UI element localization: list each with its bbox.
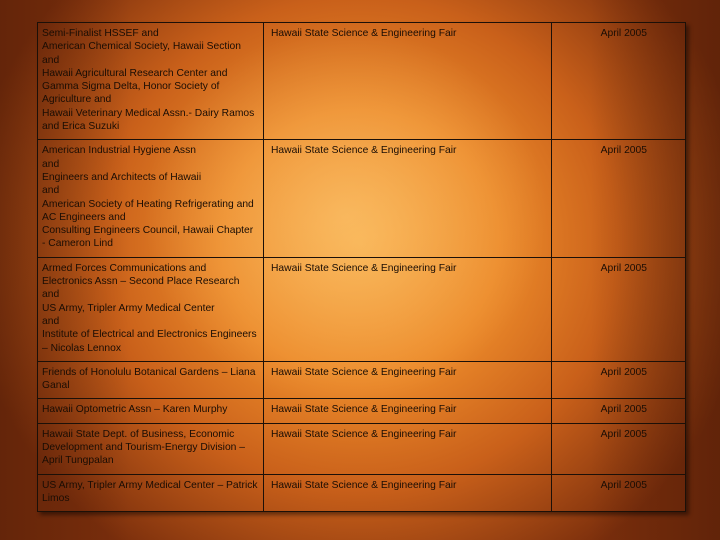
table-row — [38, 361, 686, 399]
event-cell: Hawaii State Science & Engineering Fair — [264, 399, 552, 423]
award-cell: Friends of Honolulu Botanical Gardens – Liana Ganal — [38, 361, 264, 399]
table-row — [38, 140, 686, 257]
table-row — [38, 23, 686, 140]
award-cell: American Industrial Hygiene Assn and Engineers and Architects of Hawaii and American Society of Heating Refrigerating and AC Engineers and Consulting Engineers Council, Hawaii Chapter - Cameron Lind — [38, 140, 264, 257]
award-cell: Hawaii State Dept. of Business, Economic Development and Tourism-Energy Division – April Tungpalan — [38, 423, 264, 474]
event-cell: Hawaii State Science & Engineering Fair — [264, 23, 552, 140]
table-row — [38, 257, 686, 361]
event-cell: Hawaii State Science & Engineering Fair — [264, 257, 552, 361]
table-row — [38, 399, 686, 423]
event-cell: Hawaii State Science & Engineering Fair — [264, 361, 552, 399]
date-cell: April 2005 — [552, 423, 686, 474]
event-cell: Hawaii State Science & Engineering Fair — [264, 140, 552, 257]
table-row — [38, 474, 686, 512]
date-cell: April 2005 — [552, 474, 686, 512]
event-cell: Hawaii State Science & Engineering Fair — [264, 474, 552, 512]
award-cell: Hawaii Optometric Assn – Karen Murphy — [38, 399, 264, 423]
award-cell: Semi-Finalist HSSEF and American Chemical Society, Hawaii Section and Hawaii Agricultural Research Center and Gamma Sigma Delta, Honor Society of Agriculture and Hawaii Veterinary Medical Assn.- Dairy Ramos and Erica Suzuki — [38, 23, 264, 140]
date-cell: April 2005 — [552, 140, 686, 257]
event-cell: Hawaii State Science & Engineering Fair — [264, 423, 552, 474]
date-cell: April 2005 — [552, 399, 686, 423]
date-cell: April 2005 — [552, 23, 686, 140]
awards-table — [37, 22, 686, 512]
date-cell: April 2005 — [552, 361, 686, 399]
table-row — [38, 423, 686, 474]
award-cell: Armed Forces Communications and Electronics Assn – Second Place Research and US Army, Tripler Army Medical Center and Institute of Electrical and Electronics Engineers – Nicolas Lennox — [38, 257, 264, 361]
date-cell: April 2005 — [552, 257, 686, 361]
award-cell: US Army, Tripler Army Medical Center – Patrick Limos — [38, 474, 264, 512]
